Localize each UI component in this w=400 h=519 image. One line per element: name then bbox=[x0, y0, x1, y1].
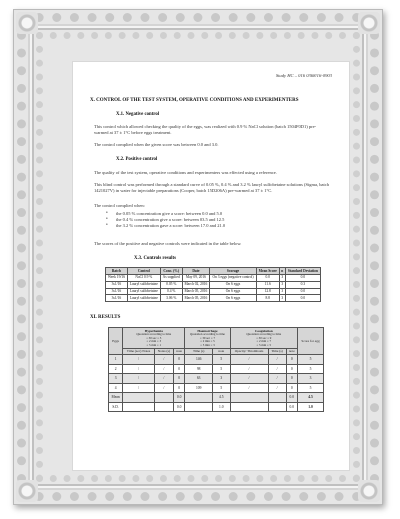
table-cell: 0 bbox=[286, 355, 297, 365]
table-cell: / bbox=[268, 374, 286, 384]
table-cell: / bbox=[230, 355, 268, 365]
controls-results-title: X.3. Controls results bbox=[134, 256, 176, 261]
group-time: ≤ 30 sec = 9 bbox=[256, 335, 272, 340]
table-cell: 0.0 bbox=[286, 402, 297, 412]
table-cell: 8.8 bbox=[256, 295, 279, 302]
table-cell: On 6 eggs bbox=[210, 281, 257, 288]
table-header-row bbox=[106, 268, 321, 275]
group-name: Hyperhemia bbox=[144, 328, 163, 333]
table-subheader-row bbox=[109, 348, 324, 355]
table-cell bbox=[154, 402, 173, 412]
table-cell: 5 bbox=[212, 364, 230, 374]
table-cell: 3 bbox=[279, 295, 285, 302]
table-cell: 3 bbox=[279, 281, 285, 288]
table-cell: 5 bbox=[298, 364, 324, 374]
table-cell: 5 bbox=[212, 355, 230, 365]
table-row bbox=[106, 295, 321, 302]
table-cell: 3 bbox=[109, 374, 123, 384]
table-cell: / bbox=[268, 364, 286, 374]
coagulation-header bbox=[230, 328, 297, 349]
table-cell: 0.05 % bbox=[160, 281, 182, 288]
study-reference: Study HC – 016 0368/16-0903 bbox=[275, 73, 332, 78]
table-cell bbox=[154, 393, 173, 403]
table-row bbox=[109, 364, 324, 374]
section-10-title: X. CONTROL OF THE TEST SYSTEM, OPERATIVE CONDITIONS AND EXPERIMENTERS bbox=[90, 98, 299, 103]
table-row bbox=[109, 393, 324, 403]
table-cell: 3 bbox=[279, 274, 285, 281]
acceptance-criteria-list bbox=[106, 211, 330, 229]
table-cell bbox=[230, 393, 268, 403]
table-cell bbox=[123, 393, 155, 403]
table-header-cell: Conc. (%) bbox=[160, 268, 182, 275]
table-row bbox=[109, 374, 324, 384]
frame-corner-top-right bbox=[358, 12, 380, 34]
table-cell: 0.0 bbox=[286, 393, 297, 403]
table-cell: 0 bbox=[173, 355, 184, 365]
table-cell: 0.0 bbox=[173, 393, 184, 403]
table-cell: 3 bbox=[212, 374, 230, 384]
group-time: ≤ 5 min = 1 bbox=[146, 342, 161, 347]
group-note: Quotation according to time bbox=[190, 332, 225, 337]
table-cell: / bbox=[230, 364, 268, 374]
table-subheader-cell: Opacity/ Thrombosis bbox=[230, 348, 268, 355]
table-cell: S.D. bbox=[109, 402, 123, 412]
table-cell: / bbox=[123, 374, 155, 384]
table-cell: / bbox=[268, 355, 286, 365]
table-row bbox=[109, 383, 324, 393]
frame-corner-bottom-left bbox=[16, 480, 38, 502]
table-cell: 1.0 bbox=[212, 402, 230, 412]
group-time: ≤ 2 min = 7 bbox=[256, 339, 271, 344]
table-cell: 5 bbox=[298, 383, 324, 393]
table-cell: 11.6 bbox=[256, 281, 279, 288]
table-cell: / bbox=[123, 383, 155, 393]
table-cell: 0.0 bbox=[173, 402, 184, 412]
table-cell: 0 bbox=[173, 383, 184, 393]
table-cell: 63 bbox=[185, 374, 213, 384]
table-cell: / bbox=[230, 383, 268, 393]
group-time: ≤ 30 sec = 7 bbox=[199, 335, 216, 340]
negative-control-text-2: The control complied when the given score was between 0.0 and 3.0. bbox=[94, 142, 219, 147]
list-item: • the 3.2 % concentration gave a score: between 17.0 and 21.0 bbox=[106, 223, 330, 229]
table-header-cell: Scorage bbox=[210, 268, 257, 275]
table-row bbox=[109, 402, 324, 412]
table-row bbox=[109, 355, 324, 365]
table-cell: 4 bbox=[109, 383, 123, 393]
group-time: ≤ 5 min = 5 bbox=[256, 342, 271, 347]
group-name: Haemorrhage bbox=[197, 328, 218, 333]
table-cell bbox=[185, 402, 213, 412]
table-cell: 0 bbox=[173, 364, 184, 374]
table-cell: / bbox=[154, 355, 173, 365]
table-cell: 4.5 bbox=[212, 393, 230, 403]
group-time: ≤ 2 min = 3 bbox=[146, 339, 161, 344]
table-cell: 0.0 bbox=[285, 274, 320, 281]
eggs-header: Eggs bbox=[109, 328, 123, 355]
table-header-cell: n bbox=[279, 268, 285, 275]
table-cell: NaCl 0.9 % bbox=[127, 274, 160, 281]
table-cell: On 6 eggs bbox=[210, 295, 257, 302]
table-subheader-cell: note bbox=[173, 348, 184, 355]
table-cell: Lauryl sulfobetaine bbox=[127, 288, 160, 295]
negative-control-title: X.1. Negative control bbox=[116, 112, 160, 117]
table-cell: / bbox=[123, 364, 155, 374]
table-cell: / bbox=[154, 383, 173, 393]
table-cell: May 09, 2016 bbox=[182, 274, 210, 281]
table-header-row bbox=[109, 328, 324, 349]
table-cell: / bbox=[154, 374, 173, 384]
table-cell: / bbox=[230, 374, 268, 384]
positive-control-text-4: The scores of the positive and negative controls were indicated in the table below. bbox=[94, 241, 242, 246]
table-cell bbox=[268, 393, 286, 403]
table-header-cell: Standard Deviation bbox=[285, 268, 320, 275]
table-cell: / bbox=[268, 383, 286, 393]
positive-control-text-2: This blind control was performed through a standard curve of 0.05 %, 0.4 % and 3.2 % lauryl sulfobetaine solutions (Sigma, batch 1421027V) in water for injectable preparations (Cooper, batch 15D206A) pre-warmed at 37 ± 1°C. bbox=[94, 182, 329, 194]
hyperhemia-header bbox=[123, 328, 185, 349]
table-cell: As supplied bbox=[160, 274, 182, 281]
table-cell: March 05, 2016 bbox=[182, 295, 210, 302]
table-subheader-cell: Time (s) bbox=[185, 348, 213, 355]
table-cell: 0.0 bbox=[285, 295, 320, 302]
results-table bbox=[108, 327, 324, 412]
table-cell: 1 bbox=[109, 355, 123, 365]
table-subheader-cell: Time (sec) Notes bbox=[123, 348, 155, 355]
table-row bbox=[106, 281, 321, 288]
table-cell: Week 19/16 bbox=[106, 274, 128, 281]
group-time: ≤ 5 min = 3 bbox=[200, 342, 215, 347]
section-11-title: XI. RESULTS bbox=[90, 315, 121, 320]
table-cell: 3 bbox=[279, 288, 285, 295]
table-cell bbox=[230, 402, 268, 412]
table-cell: / bbox=[154, 364, 173, 374]
document-page bbox=[72, 61, 350, 471]
table-header-cell: Mean Score bbox=[256, 268, 279, 275]
list-item: • the 0.05 % concentration give a score: between 0.0 and 5.0 bbox=[106, 211, 330, 217]
table-cell bbox=[185, 393, 213, 403]
negative-control-text-1: This control which allowed checking the quality of the eggs, was realized with 0.9 % NaCl solution (batch 1504F0D1) pre-warmed at 37 ± 1°C before eggs treatment. bbox=[94, 124, 317, 136]
frame-corner-bottom-right bbox=[358, 480, 380, 502]
table-cell: 0 bbox=[286, 364, 297, 374]
group-note: Quotation according to time bbox=[246, 332, 282, 337]
table-cell: 98 bbox=[185, 364, 213, 374]
table-cell: 12.8 bbox=[256, 288, 279, 295]
table-cell: 1.0 bbox=[298, 402, 324, 412]
list-item: • the 0.4 % concentration give a score: between 03.5 and 12.5 bbox=[106, 217, 330, 223]
table-cell: 5 bbox=[212, 383, 230, 393]
table-header-cell: Date bbox=[182, 268, 210, 275]
group-time: ≤ 2 min = 5 bbox=[200, 339, 215, 344]
table-cell: 0.4 % bbox=[160, 288, 182, 295]
table-row bbox=[106, 274, 321, 281]
table-cell bbox=[268, 402, 286, 412]
table-subheader-cell: note bbox=[286, 348, 297, 355]
table-cell: Lauryl sulfobetaine bbox=[127, 295, 160, 302]
positive-control-title: X.2. Positive control bbox=[116, 157, 158, 162]
table-cell: 0.0 bbox=[256, 274, 279, 281]
table-subheader-cell: Notes (s) bbox=[154, 348, 173, 355]
ornamental-picture-frame bbox=[13, 9, 383, 505]
table-subheader-cell: Time (s) bbox=[268, 348, 286, 355]
score-header: Score for egg bbox=[298, 328, 324, 355]
table-cell: 146 bbox=[185, 355, 213, 365]
table-cell: Lauryl sulfobetaine bbox=[127, 281, 160, 288]
table-cell: 0.3 bbox=[285, 281, 320, 288]
table-row bbox=[106, 288, 321, 295]
table-cell: 3s1/16 bbox=[106, 281, 128, 288]
table-cell: On 6 eggs bbox=[210, 288, 257, 295]
table-cell: March 05, 2016 bbox=[182, 288, 210, 295]
table-cell: / bbox=[123, 355, 155, 365]
table-cell: 109 bbox=[185, 383, 213, 393]
table-cell: 0.0 bbox=[285, 288, 320, 295]
positive-control-text-3: The control complied when: bbox=[94, 203, 145, 208]
table-cell: March 02, 2016 bbox=[182, 281, 210, 288]
table-cell: 0 bbox=[286, 374, 297, 384]
table-cell bbox=[123, 402, 155, 412]
table-cell: 2 bbox=[109, 364, 123, 374]
table-cell: 3s1/16 bbox=[106, 295, 128, 302]
table-cell: 3.06 % bbox=[160, 295, 182, 302]
table-subheader-cell: note bbox=[212, 348, 230, 355]
table-cell: 3s1/16 bbox=[106, 288, 128, 295]
table-cell: 5 bbox=[298, 355, 324, 365]
table-header-cell: Batch bbox=[106, 268, 128, 275]
table-cell: Mean bbox=[109, 393, 123, 403]
group-name: Coagulation bbox=[254, 328, 273, 333]
table-cell: On 3 eggs (negative control) bbox=[210, 274, 257, 281]
controls-results-table bbox=[105, 267, 321, 302]
positive-control-text-1: The quality of the test system, operative conditions and experimenters was effected using a reference. bbox=[94, 170, 277, 175]
group-time: ≤ 30 sec = 5 bbox=[146, 335, 162, 340]
table-cell: 0 bbox=[173, 374, 184, 384]
table-cell: 0 bbox=[286, 383, 297, 393]
frame-corner-top-left bbox=[16, 12, 38, 34]
table-header-cell: Control bbox=[127, 268, 160, 275]
haemorrhage-header bbox=[185, 328, 230, 349]
table-cell: 4.5 bbox=[298, 393, 324, 403]
group-note: Quotation according to time bbox=[136, 332, 172, 337]
table-cell: 3 bbox=[298, 374, 324, 384]
